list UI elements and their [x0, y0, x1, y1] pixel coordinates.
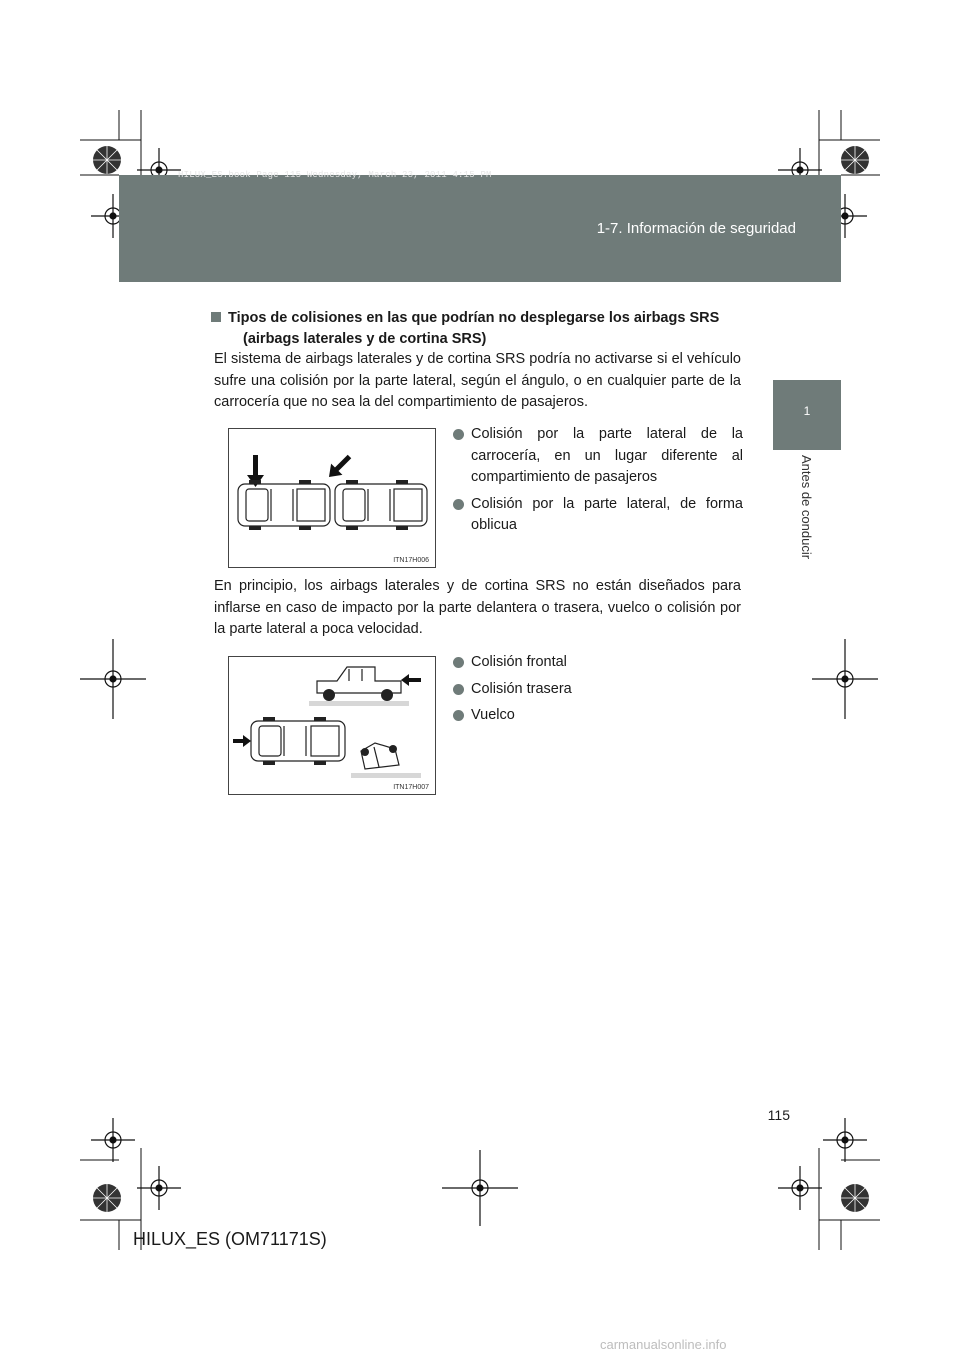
principle-paragraph: En principio, los airbags laterales y de cortina SRS no están diseñados para inflarse en caso de impacto por la parte delantera o trasera, vuelco o colisión por la parte lateral a poca velocidad. [214, 578, 741, 637]
section-title: 1-7. Información de seguridad [596, 220, 796, 237]
section-heading [213, 308, 743, 350]
heading-square-icon [211, 312, 221, 322]
list-item-text: Colisión frontal [471, 654, 567, 670]
book-stamp: HILUX_ES.book Page 115 Wednesday, March 23, 2011 4:15 PM [178, 170, 492, 180]
list-item-text: Colisión por la parte lateral de la carrocería, en un lugar diferente al compartimiento de pasajeros [471, 426, 743, 485]
bullet-icon [453, 710, 464, 721]
other-collision-list [453, 652, 743, 732]
watermark: carmanualsonline.info [600, 1337, 727, 1352]
figure-other-collisions [228, 656, 436, 795]
list-item-text: Colisión trasera [471, 680, 572, 697]
model-code: HILUX_ES (OM71171S) [133, 1229, 327, 1249]
list-item [453, 652, 743, 674]
intro-paragraph: El sistema de airbags laterales y de cortina SRS podría no activarse si el vehículo sufre una colisión por la parte lateral, según el ángulo, o en cualquier parte de la carrocería que no sea la del compartimiento de pasajeros. [214, 351, 741, 410]
side-collision-illustration [229, 429, 435, 567]
list-item-text: Vuelco [471, 707, 515, 723]
list-item [453, 494, 743, 537]
list-item [453, 679, 743, 701]
bullet-icon [453, 499, 464, 510]
figure-code: ITN17H007 [393, 784, 429, 791]
figure-code: ITN17H006 [393, 557, 429, 564]
chapter-label: Antes de conducir [799, 455, 814, 560]
chapter-number: 1 [803, 404, 811, 418]
chapter-label-container [799, 455, 817, 585]
list-item [453, 424, 743, 489]
bullet-icon [453, 429, 464, 440]
list-item-text: Colisión por la parte lateral, de forma oblicua [471, 495, 743, 533]
page-number: 115 [767, 1107, 790, 1123]
other-collisions-illustration [229, 657, 435, 794]
bullet-icon [453, 684, 464, 695]
bullet-icon [453, 657, 464, 668]
section-heading-text: Tipos de colisiones en las que podrían no desplegarse los airbags SRS (airbags laterales y de cortina SRS) [228, 310, 720, 347]
list-item [453, 705, 743, 727]
figure-side-collision [228, 428, 436, 568]
side-collision-list [453, 424, 743, 542]
